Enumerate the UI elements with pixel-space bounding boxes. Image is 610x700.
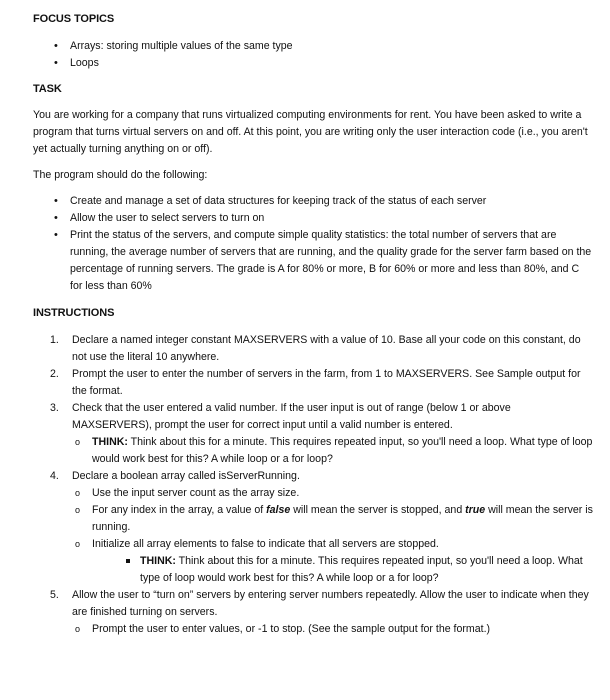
sub-item (72, 536, 593, 587)
instruction-step (33, 366, 593, 400)
list-item: • Create and manage a set of data structures for keeping track of the status of each server (33, 193, 593, 210)
task-paragraph: You are working for a company that runs virtualized computing environments for rent. You have been asked to write a program that turns virtual servers on and off. At this point, you are writing only the user interaction code (i.e., you aren't yet actually turning anything on or off). (33, 109, 588, 155)
sub-item-text: will mean the server is running. (92, 504, 593, 533)
step-sublist (72, 485, 593, 587)
list-item: • Print the status of the servers, and compute simple quality statistics: the total number of servers that are running, the average number of servers that are running, and the quality grade for the server farm based on the percentage of running servers. The grade is A for 80% or more, B for 60% or more and less than 80%, and C for less than 60% (33, 227, 593, 295)
step-number: 1. (50, 334, 59, 346)
step-number: 3. (50, 402, 59, 414)
think-text: Think about this for a minute. This requires repeated input, so you'll need a loop. What type of loop would work best for this? A while loop or a for loop? (92, 436, 593, 465)
list-item: • Allow the user to select servers to turn on (33, 210, 593, 227)
instructions-list (33, 332, 593, 638)
document-page (33, 11, 593, 638)
step-sublist (72, 434, 593, 468)
instruction-step (33, 587, 593, 638)
sub-item-text: will mean the server is stopped, and (290, 504, 466, 516)
step-text: Declare a named integer constant MAXSERVERS with a value of 10. Base all your code on this constant, do not use the literal 10 anywhere. (72, 334, 581, 363)
step-text: Check that the user entered a valid number. If the user input is out of range (below 1 or above MAXSERVERS), prompt the user for correct input until a valid number is entered. (72, 402, 511, 431)
false-keyword: false (266, 504, 291, 516)
task-heading: TASK (33, 83, 62, 95)
list-item: • Arrays: storing multiple values of the same type (33, 38, 593, 55)
sub-item (72, 434, 593, 468)
instruction-step (33, 468, 593, 587)
focus-topics-heading: FOCUS TOPICS (33, 13, 115, 25)
step-sublist (72, 621, 593, 638)
step-text: Declare a boolean array called isServerRunning. (72, 470, 300, 482)
sub-sub-item (122, 553, 593, 587)
think-text: Think about this for a minute. This requires repeated input, so you'll need a loop. What type of loop would work best for this? A while loop or a for loop? (140, 555, 583, 584)
think-label: THINK: (140, 555, 176, 567)
task-list (33, 193, 593, 295)
true-keyword: true (465, 504, 486, 516)
sub-item (72, 502, 593, 536)
sub-item: o Prompt the user to enter values, or -1 to stop. (See the sample output for the format.) (72, 621, 593, 638)
focus-topics-list (33, 38, 593, 72)
task-intro: The program should do the following: (33, 169, 208, 181)
instructions-heading: INSTRUCTIONS (33, 307, 115, 319)
step-text: Prompt the user to enter the number of servers in the farm, from 1 to MAXSERVERS. See Sample output for the format. (72, 368, 581, 397)
sub-item: o Use the input server count as the array size. (72, 485, 593, 502)
step-number: 2. (50, 368, 59, 380)
sub-item-text: Initialize all array elements to false to indicate that all servers are stopped. (92, 538, 439, 550)
step-subsublist (92, 553, 593, 587)
step-text: Allow the user to “turn on” servers by entering server numbers repeatedly. Allow the user to indicate when they are finished turning on servers. (72, 589, 589, 618)
instruction-step (33, 332, 593, 366)
sub-item-text: For any index in the array, a value of (92, 504, 267, 516)
list-item: • Loops (33, 55, 593, 72)
step-number: 5. (50, 589, 59, 601)
step-number: 4. (50, 470, 59, 482)
instruction-step (33, 400, 593, 468)
think-label: THINK: (92, 436, 128, 448)
